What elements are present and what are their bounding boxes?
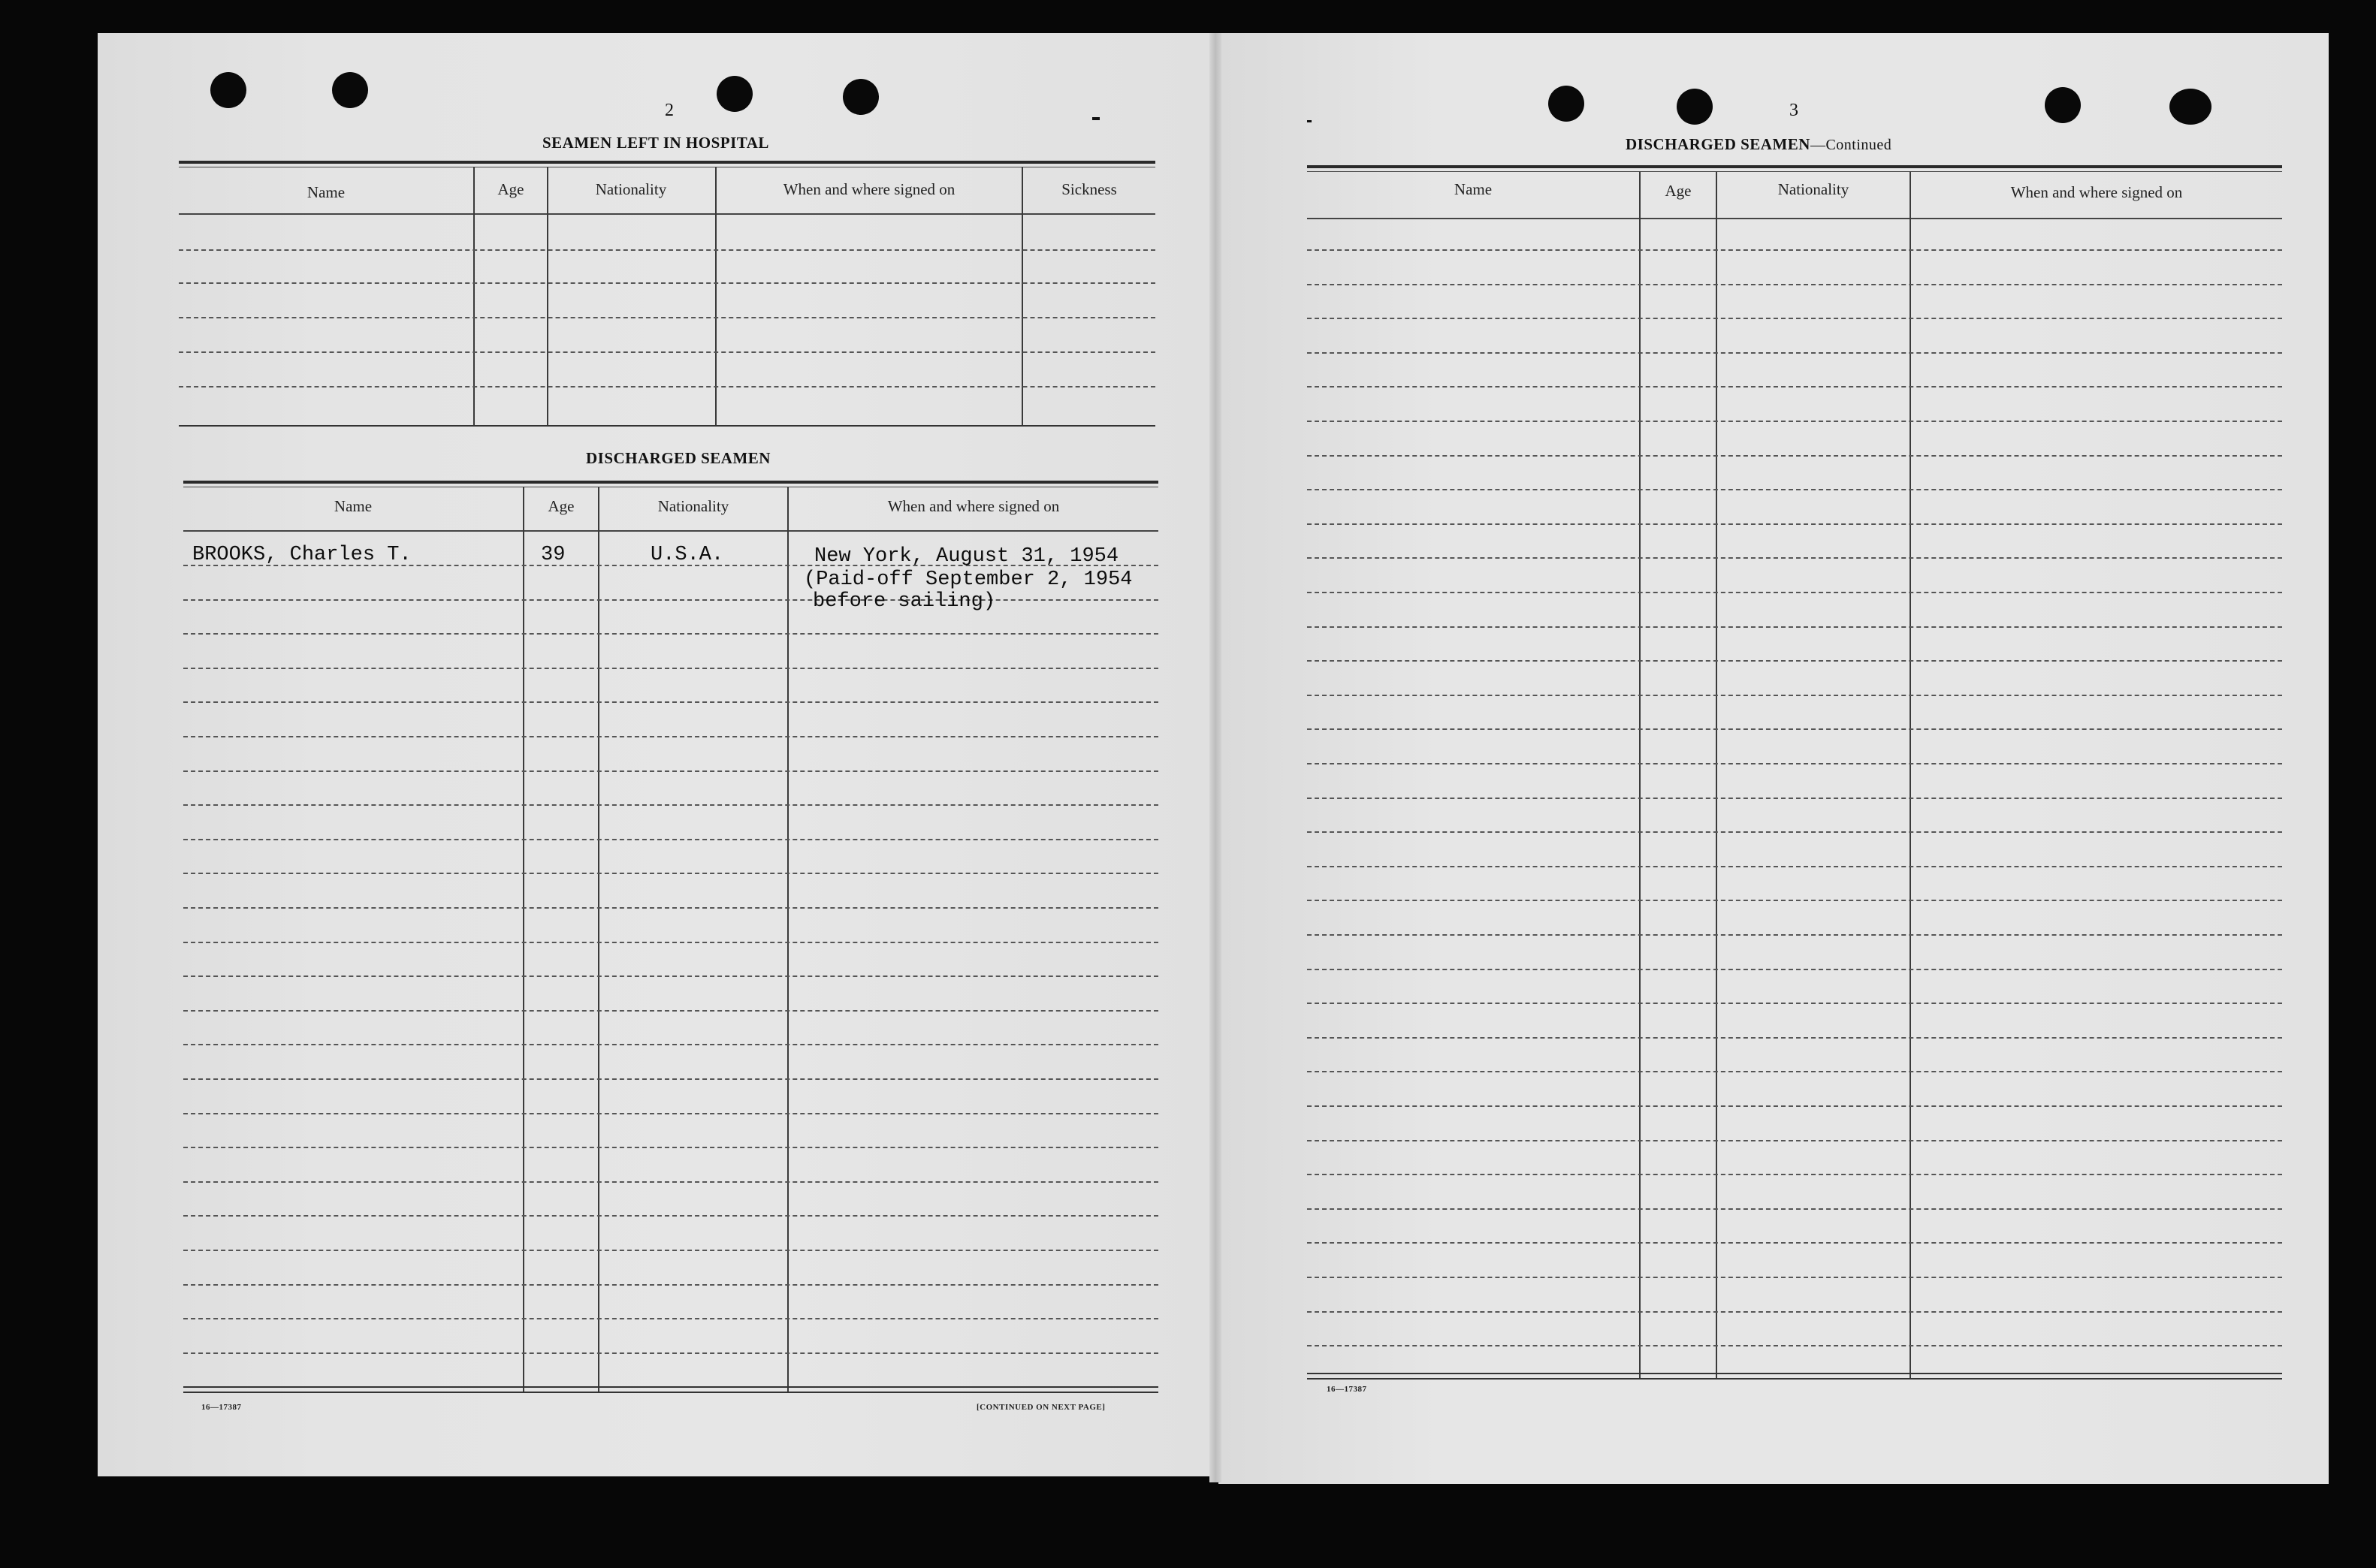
table-row-line <box>183 1318 1158 1319</box>
header-rule <box>179 161 1155 164</box>
column-header-nationality: Nationality <box>657 497 729 515</box>
binder-hole <box>210 72 246 108</box>
table-row-line <box>183 873 1158 874</box>
table-row-line <box>183 1250 1158 1251</box>
column-header-rule <box>183 530 1158 532</box>
form-number: 16—17387 <box>201 1403 242 1412</box>
table-row-line <box>183 1215 1158 1217</box>
table-row-line <box>1307 1105 2282 1107</box>
table-row-line <box>183 599 1158 601</box>
column-header-age: Age <box>548 497 575 515</box>
table-bottom-rule <box>183 1386 1158 1388</box>
form-number: 16—17387 <box>1327 1385 1367 1394</box>
column-divider <box>787 487 789 1392</box>
table-row-line <box>1307 1174 2282 1175</box>
column-divider <box>547 167 548 427</box>
table-row-line <box>1307 421 2282 422</box>
table-row-line <box>183 770 1158 772</box>
table-row-line <box>183 701 1158 703</box>
table-row-line <box>1307 489 2282 490</box>
table-row-line <box>183 839 1158 840</box>
binder-hole <box>2169 89 2211 125</box>
table-row-line <box>1307 455 2282 457</box>
column-header-name: Name <box>306 183 346 201</box>
section-title-suffix: —Continued <box>1810 137 1892 153</box>
page-number: 3 <box>1789 101 1798 120</box>
page-number: 2 <box>665 101 674 120</box>
seaman-age: 39 <box>541 544 566 566</box>
table-row-line <box>1307 1311 2282 1313</box>
binder-hole <box>843 79 879 115</box>
column-header-age: Age <box>497 180 524 198</box>
table-bottom-rule <box>179 425 1155 427</box>
column-header-signed-on: When and where signed on <box>887 497 1060 515</box>
table-row-line <box>1307 284 2282 285</box>
table-row-line <box>1307 1277 2282 1278</box>
table-row-line <box>1307 1003 2282 1004</box>
column-header-nationality: Nationality <box>1777 180 1849 198</box>
table-row-line <box>1307 386 2282 387</box>
header-rule <box>183 481 1158 484</box>
ink-speck <box>1092 117 1100 120</box>
table-row-line <box>183 804 1158 806</box>
table-row-line <box>1307 1345 2282 1346</box>
header-rule <box>1307 171 2282 172</box>
hospital-section-title: SEAMEN LEFT IN HOSPITAL <box>542 134 769 152</box>
column-header-age: Age <box>1665 182 1692 200</box>
table-row-line <box>1307 728 2282 730</box>
table-row-line <box>183 668 1158 669</box>
binder-hole <box>1548 86 1584 122</box>
header-rule <box>1307 165 2282 168</box>
binder-hole <box>717 76 753 112</box>
signed-on-line-2: (Paid-off September 2, 1954 <box>804 568 1133 591</box>
table-row-line <box>183 907 1158 909</box>
binder-hole <box>2045 87 2081 123</box>
table-row-line <box>1307 1242 2282 1244</box>
table-row-line <box>1307 352 2282 354</box>
binder-hole <box>332 72 368 108</box>
table-row-line <box>183 1044 1158 1045</box>
column-header-rule <box>179 213 1155 215</box>
column-divider <box>473 167 475 427</box>
table-row-line <box>1307 318 2282 319</box>
section-title-main: DISCHARGED SEAMEN <box>1626 135 1810 153</box>
table-row-line <box>1307 798 2282 799</box>
discharged-continued-title <box>1626 135 1891 154</box>
table-row-line <box>179 317 1155 318</box>
table-row-line <box>1307 626 2282 628</box>
seaman-name: BROOKS, Charles T. <box>192 544 412 566</box>
table-row-line <box>1307 866 2282 867</box>
signed-on-line-1: New York, August 31, 1954 <box>814 545 1119 568</box>
table-row-line <box>183 1113 1158 1114</box>
table-bottom-rule <box>183 1392 1158 1393</box>
table-row-line <box>1307 763 2282 764</box>
table-row-line <box>1307 523 2282 525</box>
table-row-line <box>1307 592 2282 593</box>
column-header-name: Name <box>1454 180 1493 198</box>
table-row-line <box>1307 1037 2282 1039</box>
table-row-line <box>183 1010 1158 1012</box>
table-row-line <box>1307 1208 2282 1210</box>
table-row-line <box>1307 831 2282 833</box>
table-row-line <box>1307 695 2282 696</box>
table-row-line <box>183 1181 1158 1183</box>
table-row-line <box>1307 934 2282 936</box>
table-row-line <box>1307 1140 2282 1141</box>
ink-speck <box>1307 120 1312 122</box>
table-row-line <box>1307 249 2282 251</box>
table-row-line <box>183 1078 1158 1080</box>
table-row-line <box>183 942 1158 943</box>
page-fold <box>1209 33 1221 1482</box>
continued-note: [CONTINUED ON NEXT PAGE] <box>977 1403 1106 1412</box>
table-row-line <box>179 386 1155 387</box>
signed-on-line-3: before sailing) <box>813 590 996 613</box>
column-header-nationality: Nationality <box>595 180 667 198</box>
column-divider <box>1022 167 1023 427</box>
column-divider <box>598 487 599 1392</box>
table-row-line <box>183 975 1158 977</box>
binder-hole <box>1677 89 1713 125</box>
column-header-sickness: Sickness <box>1061 180 1117 198</box>
table-row-line <box>1307 660 2282 662</box>
column-header-signed-on: When and where signed on <box>783 180 956 198</box>
table-row-line <box>183 1284 1158 1286</box>
table-row-line <box>1307 1071 2282 1072</box>
table-row-line <box>179 282 1155 284</box>
discharged-section-title: DISCHARGED SEAMEN <box>586 449 771 467</box>
table-row-line <box>183 1352 1158 1354</box>
table-row-line <box>179 249 1155 251</box>
table-row-line <box>1307 557 2282 559</box>
table-bottom-rule <box>1307 1378 2282 1380</box>
table-row-line <box>1307 969 2282 970</box>
column-divider <box>715 167 717 427</box>
column-header-signed-on: When and where signed on <box>2010 183 2183 201</box>
table-row-line <box>183 736 1158 737</box>
column-header-rule <box>1307 218 2282 219</box>
table-row-line <box>183 1147 1158 1148</box>
column-header-name: Name <box>334 497 373 515</box>
table-row-line <box>179 351 1155 353</box>
column-divider <box>523 487 524 1392</box>
table-row-line <box>183 633 1158 635</box>
table-bottom-rule <box>1307 1373 2282 1374</box>
seaman-nationality: U.S.A. <box>651 544 724 566</box>
table-row-line <box>1307 900 2282 901</box>
